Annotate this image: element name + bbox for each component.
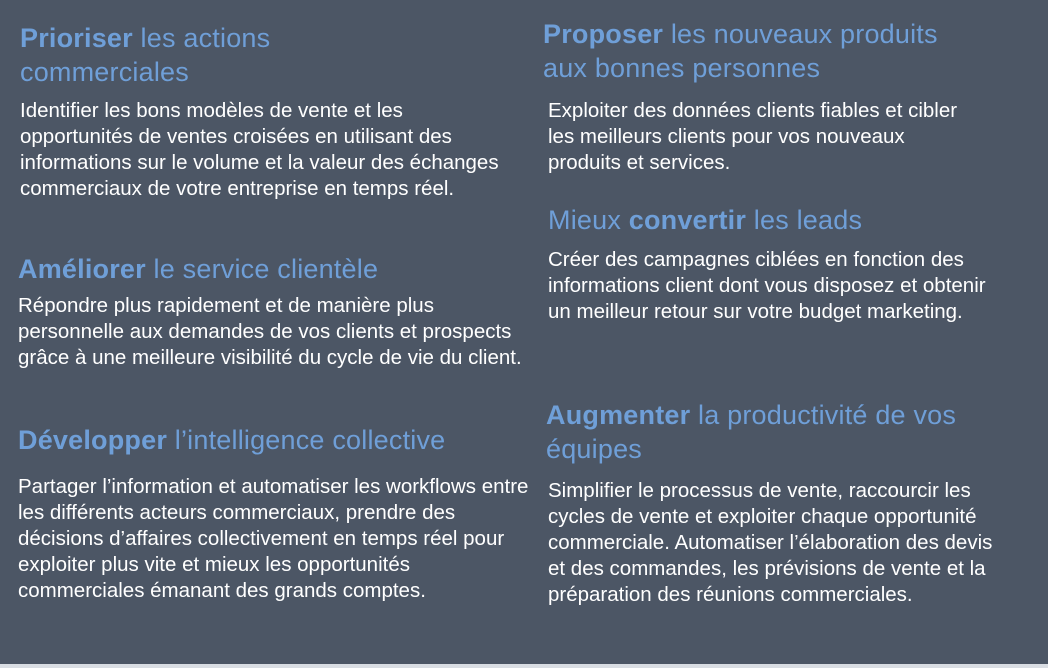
section-heading [543, 17, 983, 85]
section-proposer [543, 17, 1003, 176]
section-ameliorer [18, 252, 523, 371]
heading-keyword: Augmenter [546, 400, 691, 430]
section-augmenter [546, 398, 1006, 608]
heading-keyword: convertir [628, 205, 747, 235]
section-body: Répondre plus rapidement et de manière plus personnelle aux demandes de vos clients et prospects grâce à une meilleure visibilité du cycle de vie du client. [18, 294, 522, 369]
section-body: Simplifier le processus de vente, raccourcir les cycles de vente et exploiter chaque opportunité commerciale. Automatiser l’élaboration des devis et des commandes, les prévisions de vente et la préparation des réunions commerciales. [548, 479, 993, 606]
section-heading [20, 21, 320, 89]
heading-rest: la productivité de vos équipes [546, 400, 957, 464]
heading-rest: les actions commerciales [20, 23, 271, 87]
heading-pre: Mieux [548, 205, 629, 235]
heading-rest: le service clientèle [145, 254, 379, 284]
heading-keyword: Prioriser [20, 23, 133, 53]
section-heading [548, 203, 1008, 237]
section-heading [18, 252, 523, 286]
section-body: Partager l’information et automatiser les workflows entre les différents acteurs commerciaux, prendre des décisions d’affaires collectivement en temps réel pour exploiter plus vite et mieux les opportunités commerciales émanant des grands comptes. [18, 475, 529, 602]
heading-rest: les leads [746, 205, 863, 235]
section-convertir [548, 203, 1008, 325]
heading-rest: les nouveaux produits aux bonnes personnes [543, 19, 938, 83]
section-body: Identifier les bons modèles de vente et les opportunités de ventes croisées en utilisant des informations sur le volume et la valeur des échanges commerciaux de votre entreprise en temps réel. [20, 99, 499, 200]
heading-keyword: Proposer [543, 19, 664, 49]
heading-keyword: Développer [18, 425, 168, 455]
section-body: Exploiter des données clients fiables et cibler les meilleurs clients pour vos nouveaux produits et services. [548, 99, 958, 174]
section-heading [18, 423, 538, 457]
section-developper [18, 423, 538, 604]
section-heading [546, 398, 986, 466]
bottom-border [0, 664, 1048, 668]
section-prioriser [20, 21, 520, 202]
heading-rest: l’intelligence collective [167, 425, 446, 455]
heading-keyword: Améliorer [18, 254, 146, 284]
section-body: Créer des campagnes ciblées en fonction des informations client dont vous disposez et obtenir un meilleur retour sur votre budget marketing. [548, 248, 986, 323]
